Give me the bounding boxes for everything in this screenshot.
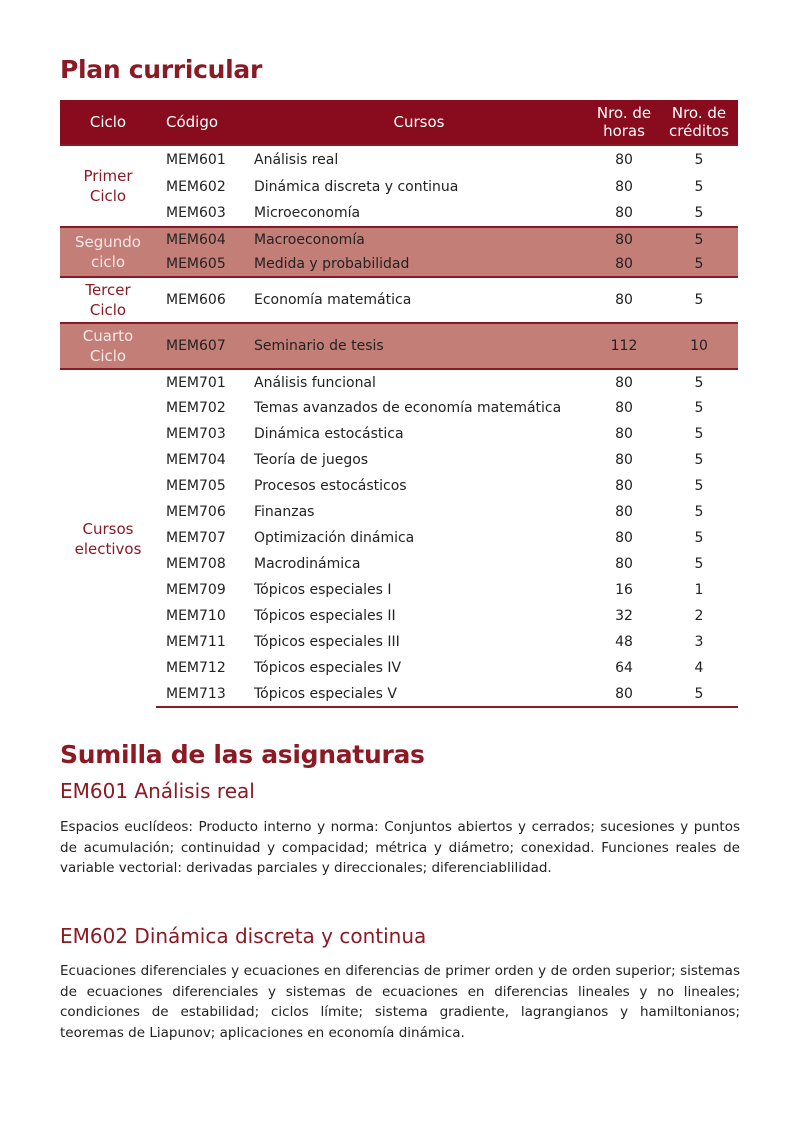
course-credits: 5 xyxy=(694,179,704,195)
header-horas-line-1: Nro. de xyxy=(596,104,652,122)
table-row xyxy=(60,395,738,421)
course-hours: 32 xyxy=(615,608,633,624)
cycle-label-line-2: Ciclo xyxy=(89,187,127,205)
course-name: Optimización dinámica xyxy=(254,530,415,546)
course-hours: 80 xyxy=(588,681,660,707)
course-name: Dinámica estocástica xyxy=(254,426,404,442)
table-row xyxy=(60,145,738,174)
table-row xyxy=(60,447,738,473)
course-credits: 5 xyxy=(660,277,738,323)
table-row xyxy=(60,655,738,681)
course-credits: 5 xyxy=(660,681,738,707)
header-codigo: Código xyxy=(156,100,250,145)
course-name: Tópicos especiales V xyxy=(250,681,588,707)
course-name: Dinámica discreta y continua xyxy=(254,179,459,195)
course-name: Tópicos especiales I xyxy=(254,582,392,598)
course-code: MEM707 xyxy=(166,530,226,546)
table-row xyxy=(60,551,738,577)
course-credits: 4 xyxy=(694,660,704,676)
course-name: Medida y probabilidad xyxy=(250,252,588,277)
course-credits: 5 xyxy=(694,426,704,442)
header-horas-line-2: horas xyxy=(603,122,645,140)
course-credits: 5 xyxy=(694,452,704,468)
table-row xyxy=(60,227,738,252)
course-hours: 80 xyxy=(588,277,660,323)
course-code: MEM711 xyxy=(166,634,226,650)
header-cursos: Cursos xyxy=(250,100,588,145)
course-hours: 112 xyxy=(588,323,660,369)
cycle-label-line-1: Primer xyxy=(83,167,133,185)
course-code: MEM604 xyxy=(156,227,250,252)
cycle-label xyxy=(60,369,156,707)
course-code: MEM603 xyxy=(166,205,226,221)
course-hours: 80 xyxy=(615,452,633,468)
course-summary-text-1: Espacios euclídeos: Producto interno y norma: Conjuntos abiertos y cerrados; sucesiones y puntos de acumulación; continuidad y compacidad; métrica y diámetro; conexidad. Funciones reales de variable vectorial: derivadas parciales y direccionales; diferenciablilidad. xyxy=(60,819,740,876)
plan-title: Plan curricular xyxy=(60,55,262,84)
curriculum-table xyxy=(60,100,738,708)
course-hours: 80 xyxy=(615,478,633,494)
course-code: MEM704 xyxy=(166,452,226,468)
header-creditos-line-2: créditos xyxy=(669,122,729,140)
table-row xyxy=(60,421,738,447)
table-row xyxy=(60,369,738,395)
cycle-label-line-1: Tercer xyxy=(85,281,131,299)
course-hours: 64 xyxy=(615,660,633,676)
course-code: MEM706 xyxy=(166,504,226,520)
course-name: Análisis real xyxy=(250,145,588,174)
course-name: Macrodinámica xyxy=(254,556,361,572)
table-row xyxy=(60,499,738,525)
course-code: MEM713 xyxy=(156,681,250,707)
course-name: Economía matemática xyxy=(250,277,588,323)
cycle-label-line-1: Segundo xyxy=(75,233,141,251)
course-credits: 5 xyxy=(694,478,704,494)
course-hours: 80 xyxy=(615,400,633,416)
cycle-label-line-1: Cuarto xyxy=(82,327,134,345)
curriculum-table-body xyxy=(60,145,738,707)
course-name: Finanzas xyxy=(254,504,315,520)
cycle-label xyxy=(60,323,156,369)
course-code: MEM607 xyxy=(156,323,250,369)
table-row xyxy=(60,629,738,655)
header-creditos xyxy=(660,100,738,145)
course-code: MEM712 xyxy=(166,660,226,676)
course-credits: 5 xyxy=(660,145,738,174)
course-summary-title-2: EM602 Dinámica discreta y continua xyxy=(60,924,427,948)
course-hours: 80 xyxy=(615,530,633,546)
table-row xyxy=(60,603,738,629)
course-credits: 2 xyxy=(694,608,704,624)
course-hours: 80 xyxy=(588,145,660,174)
cycle-label-line-1: Cursos xyxy=(82,519,134,538)
course-name: Tópicos especiales III xyxy=(254,634,400,650)
course-hours: 80 xyxy=(615,504,633,520)
course-code: MEM601 xyxy=(156,145,250,174)
cycle-label-line-2: Ciclo xyxy=(89,301,127,319)
course-hours: 80 xyxy=(615,179,633,195)
course-credits: 10 xyxy=(660,323,738,369)
table-row xyxy=(60,577,738,603)
table-row xyxy=(60,174,738,200)
course-name: Tópicos especiales II xyxy=(254,608,396,624)
cycle-label-line-2: Ciclo xyxy=(89,347,127,365)
course-code: MEM602 xyxy=(166,179,226,195)
course-credits: 5 xyxy=(694,205,704,221)
course-name: Procesos estocásticos xyxy=(254,478,407,494)
course-name: Tópicos especiales IV xyxy=(254,660,402,676)
course-hours: 80 xyxy=(615,556,633,572)
course-summary-text-2: Ecuaciones diferenciales y ecuaciones en diferencias de primer orden y de orden superior; sistemas de ecuaciones diferenciales y sistemas de ecuaciones en diferencias lineales y no lineales; condiciones de estabilidad; ciclos límite; sistema gradiente, lagrangianos y hamiltonianos; teoremas de Liapunov; aplicaciones en economía dinámica. xyxy=(60,963,740,1041)
header-horas xyxy=(588,100,660,145)
table-row xyxy=(60,277,738,323)
table-row xyxy=(60,681,738,707)
course-hours: 48 xyxy=(615,634,633,650)
course-hours: 16 xyxy=(615,582,633,598)
course-name: Microeconomía xyxy=(254,205,361,221)
course-code: MEM702 xyxy=(166,400,226,416)
cycle-label xyxy=(60,145,156,227)
course-name: Análisis funcional xyxy=(250,369,588,395)
table-row xyxy=(60,473,738,499)
cycle-label xyxy=(60,277,156,323)
course-code: MEM701 xyxy=(156,369,250,395)
table-row xyxy=(60,200,738,227)
course-credits: 5 xyxy=(694,504,704,520)
course-credits: 5 xyxy=(694,556,704,572)
course-name: Temas avanzados de economía matemática xyxy=(254,400,562,416)
course-credits: 5 xyxy=(660,252,738,277)
course-code: MEM705 xyxy=(166,478,226,494)
sumilla-title: Sumilla de las asignaturas xyxy=(60,740,425,769)
course-name: Macroeconomía xyxy=(250,227,588,252)
table-row xyxy=(60,323,738,369)
table-row xyxy=(60,525,738,551)
cycle-label xyxy=(60,227,156,277)
course-credits: 5 xyxy=(694,530,704,546)
course-hours: 80 xyxy=(588,252,660,277)
course-summary-title-1: EM601 Análisis real xyxy=(60,779,255,803)
course-credits: 1 xyxy=(694,582,704,598)
course-code: MEM709 xyxy=(166,582,226,598)
course-code: MEM710 xyxy=(166,608,226,624)
course-credits: 3 xyxy=(694,634,704,650)
course-hours: 80 xyxy=(615,205,633,221)
header-creditos-line-1: Nro. de xyxy=(671,104,727,122)
table-row xyxy=(60,252,738,277)
course-code: MEM606 xyxy=(156,277,250,323)
course-code: MEM703 xyxy=(166,426,226,442)
course-hours: 80 xyxy=(588,227,660,252)
course-code: MEM708 xyxy=(166,556,226,572)
cycle-label-line-2: electivos xyxy=(74,539,142,558)
cycle-label-line-2: ciclo xyxy=(90,253,125,271)
course-name: Teoría de juegos xyxy=(254,452,369,468)
course-credits: 5 xyxy=(660,227,738,252)
course-hours: 80 xyxy=(588,369,660,395)
course-name: Seminario de tesis xyxy=(250,323,588,369)
course-code: MEM605 xyxy=(156,252,250,277)
header-ciclo: Ciclo xyxy=(60,100,156,145)
course-credits: 5 xyxy=(694,400,704,416)
table-header-row xyxy=(60,100,738,145)
course-hours: 80 xyxy=(615,426,633,442)
course-credits: 5 xyxy=(660,369,738,395)
